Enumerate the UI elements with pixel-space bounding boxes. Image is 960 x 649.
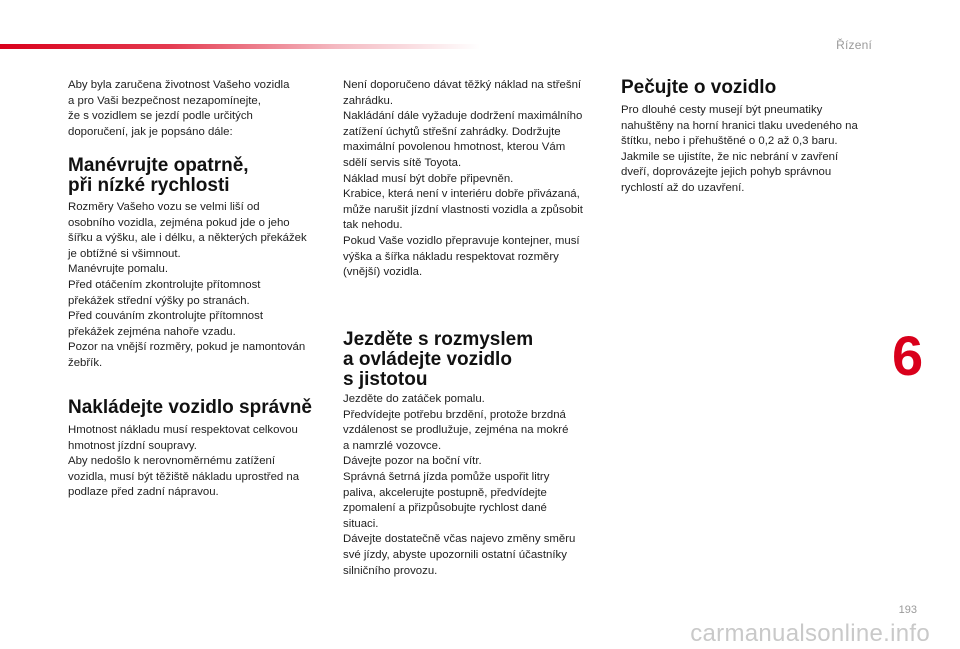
column-right-section — [621, 78, 881, 98]
loading-paragraph: Hmotnost nákladu musí respektovat celkovou hmotnost jízdní soupravy. Aby nedošlo k nerovnoměrnému zatížení vozidla, musí být těžiště nákladu uprostřed na podlaze před zadní nápravou. — [68, 424, 300, 499]
column-middle-body1 — [343, 78, 608, 281]
heading-drive-carefully: Jezděte s rozmyslem a ovládejte vozidlo s jistotou — [343, 329, 534, 390]
column-left-section2 — [68, 398, 333, 418]
heading-loading: Nakládejte vozidlo správně — [68, 397, 312, 418]
column-left-section1-body — [68, 200, 333, 372]
chapter-number: 6 — [892, 324, 924, 387]
header-accent-bar — [0, 44, 480, 49]
intro-paragraph: Aby byla zaručena životnost Vašeho vozidla a pro Vaši bezpečnost nezapomínejte, že s vozidlem se jezdí podle určitých doporučení, jak je popsáno dále: — [68, 79, 290, 138]
column-left-section1 — [68, 156, 333, 196]
column-right-body — [621, 103, 881, 197]
section-title: Řízení — [836, 38, 872, 52]
vehicle-care-paragraph: Pro dlouhé cesty musejí být pneumatiky nahuštěny na horní hranici tlaku uvedeného na štítku, nebo i přehuštěné o 0,2 až 0,3 baru. Jakmile se ujistíte, že nic nebrání v zavření dveří, doprovázejte jejich pohyb správnou rychlostí až do uzavření. — [621, 104, 858, 194]
column-left — [68, 78, 333, 140]
drive-carefully-paragraph: Jezděte do zatáček pomalu. Předvídejte potřebu brzdění, protože brzdná vzdálenost se prodlužuje, zejména na mokré a namrzlé vozovce. Dávejte pozor na boční vítr. Správná šetrná jízda pomůže uspořit litry paliva, akcelerujte postupně, předvídejte zpomalení a přizpůsobujte rychlost dané situaci. Dávejte dostatečně včas najevo změny směru své jízdy, abyste upozornili ostatní účastníky silničního provozu. — [343, 393, 576, 577]
heading-vehicle-care: Pečujte o vozidlo — [621, 77, 777, 98]
maneuver-paragraph: Rozměry Vašeho vozu se velmi liší od osobního vozidla, zejména pokud jde o jeho šířku a výšku, ale i délku, a některých překážek je obtížné si všimnout. Manévrujte pomalu. Před otáčením zkontrolujte přítomnost překážek střední výšky po stranách. Před couváním zkontrolujte přítomnost překážek zejména nahoře vzadu. Pozor na vnější rozměry, pokud je namontován žebřík. — [68, 201, 307, 369]
roof-load-paragraph: Není doporučeno dávat těžký náklad na střešní zahrádku. Nakládání dále vyžaduje dodržení maximálního zatížení úchytů střešní zahrádky. Dodržujte maximální povolenou hmotnost, kterou Vám sdělí servis sítě Toyota. Náklad musí být dobře připevněn. Krabice, která není v interiéru dobře přivázaná, může narušit jízdní vlastnosti vozidla a způsobit tak nehodu. Pokud Vaše vozidlo přepravuje kontejner, musí výška a šířka nákladu respektovat rozměry (vnější) vozidla. — [343, 79, 583, 279]
watermark: carmanualsonline.info — [690, 620, 930, 647]
page-number: 193 — [898, 604, 917, 616]
column-middle-body2 — [343, 392, 608, 579]
heading-maneuver: Manévrujte opatrně, při nízké rychlosti — [68, 155, 249, 196]
column-middle-section — [343, 330, 608, 390]
column-left-section2-body — [68, 423, 333, 501]
